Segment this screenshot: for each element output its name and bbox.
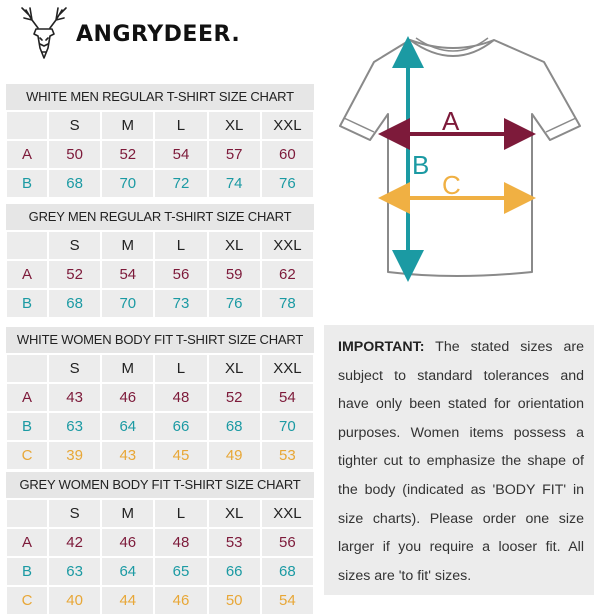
measure-row-b (6, 557, 314, 586)
value-cell: 54 (261, 586, 314, 615)
value-cell: 54 (154, 140, 207, 169)
measure-row-a (6, 383, 314, 412)
value-cell: 62 (261, 260, 314, 289)
size-header: L (154, 231, 207, 260)
size-table (6, 231, 314, 318)
deer-head-icon (18, 2, 70, 64)
size-table (6, 499, 314, 615)
value-cell: 64 (101, 557, 154, 586)
brand-name: ANGRYDEER. (76, 22, 241, 47)
chart-title: WHITE MEN REGULAR T-SHIRT SIZE CHART (6, 84, 314, 111)
size-header: S (48, 231, 101, 260)
value-cell: 63 (48, 412, 101, 441)
size-header: XXL (261, 111, 314, 140)
value-cell: 43 (48, 383, 101, 412)
value-cell: 70 (101, 169, 154, 198)
value-cell: 46 (101, 528, 154, 557)
tshirt-measurement-diagram (318, 22, 598, 290)
size-chart-grey-women (6, 472, 314, 615)
measure-row-c (6, 441, 314, 470)
chart-title: WHITE WOMEN BODY FIT T-SHIRT SIZE CHART (6, 327, 314, 354)
size-header-row (6, 354, 314, 383)
value-cell: 59 (208, 260, 261, 289)
value-cell: 40 (48, 586, 101, 615)
value-cell: 52 (208, 383, 261, 412)
measure-row-b (6, 412, 314, 441)
label-a: A (442, 106, 460, 136)
measure-row-a (6, 140, 314, 169)
label-c: C (442, 170, 461, 200)
row-label: C (6, 441, 48, 470)
size-header: L (154, 499, 207, 528)
size-header: M (101, 231, 154, 260)
size-header: XL (208, 231, 261, 260)
value-cell: 44 (101, 586, 154, 615)
size-header: XXL (261, 499, 314, 528)
size-header: M (101, 111, 154, 140)
important-note (324, 325, 594, 595)
value-cell: 52 (48, 260, 101, 289)
value-cell: 46 (101, 383, 154, 412)
note-body: The stated sizes are subject to standard tolerances and have only been stated for orientation purposes. Women items possess a tighter cut to emphasize the shape of the body (indicated as 'BODY FIT' in size charts). Please order one size larger if you require a looser fit. All sizes are 'to fit' sizes. (338, 339, 584, 584)
size-header: S (48, 111, 101, 140)
value-cell: 63 (48, 557, 101, 586)
measure-row-c (6, 586, 314, 615)
label-b: B (412, 150, 430, 180)
value-cell: 50 (48, 140, 101, 169)
value-cell: 76 (261, 169, 314, 198)
row-label: B (6, 557, 48, 586)
note-heading: IMPORTANT: (338, 339, 425, 355)
value-cell: 74 (208, 169, 261, 198)
measure-row-a (6, 260, 314, 289)
value-cell: 73 (154, 289, 207, 318)
size-table (6, 354, 314, 470)
row-label: A (6, 140, 48, 169)
tshirt-outline (340, 40, 580, 276)
size-header: XL (208, 354, 261, 383)
size-header: S (48, 354, 101, 383)
row-label: C (6, 586, 48, 615)
brand-logo (18, 2, 278, 68)
value-cell: 65 (154, 557, 207, 586)
value-cell: 50 (208, 586, 261, 615)
size-header: XXL (261, 231, 314, 260)
value-cell: 54 (101, 260, 154, 289)
value-cell: 70 (261, 412, 314, 441)
chart-title: GREY WOMEN BODY FIT T-SHIRT SIZE CHART (6, 472, 314, 499)
value-cell: 66 (208, 557, 261, 586)
tshirt-icon (318, 22, 598, 290)
row-label: A (6, 260, 48, 289)
value-cell: 52 (101, 140, 154, 169)
empty-cell (6, 231, 48, 260)
value-cell: 53 (208, 528, 261, 557)
size-header: L (154, 111, 207, 140)
size-header-row (6, 111, 314, 140)
value-cell: 56 (154, 260, 207, 289)
size-header: XL (208, 111, 261, 140)
row-label: B (6, 169, 48, 198)
size-chart-white-men (6, 84, 314, 198)
row-label: A (6, 528, 48, 557)
size-header-row (6, 231, 314, 260)
value-cell: 76 (208, 289, 261, 318)
value-cell: 78 (261, 289, 314, 318)
empty-cell (6, 499, 48, 528)
size-table (6, 111, 314, 198)
value-cell: 42 (48, 528, 101, 557)
value-cell: 68 (208, 412, 261, 441)
row-label: B (6, 289, 48, 318)
measure-row-b (6, 289, 314, 318)
size-header: XL (208, 499, 261, 528)
chart-title: GREY MEN REGULAR T-SHIRT SIZE CHART (6, 204, 314, 231)
size-header: M (101, 354, 154, 383)
empty-cell (6, 111, 48, 140)
value-cell: 53 (261, 441, 314, 470)
value-cell: 45 (154, 441, 207, 470)
size-header: M (101, 499, 154, 528)
empty-cell (6, 354, 48, 383)
value-cell: 43 (101, 441, 154, 470)
value-cell: 68 (261, 557, 314, 586)
value-cell: 56 (261, 528, 314, 557)
row-label: B (6, 412, 48, 441)
value-cell: 66 (154, 412, 207, 441)
size-header-row (6, 499, 314, 528)
value-cell: 68 (48, 169, 101, 198)
size-header: XXL (261, 354, 314, 383)
size-header: L (154, 354, 207, 383)
size-header: S (48, 499, 101, 528)
value-cell: 72 (154, 169, 207, 198)
value-cell: 49 (208, 441, 261, 470)
value-cell: 39 (48, 441, 101, 470)
measure-row-a (6, 528, 314, 557)
row-label: A (6, 383, 48, 412)
value-cell: 64 (101, 412, 154, 441)
value-cell: 60 (261, 140, 314, 169)
value-cell: 70 (101, 289, 154, 318)
value-cell: 68 (48, 289, 101, 318)
value-cell: 48 (154, 383, 207, 412)
measure-row-b (6, 169, 314, 198)
value-cell: 46 (154, 586, 207, 615)
size-chart-white-women (6, 327, 314, 470)
size-chart-grey-men (6, 204, 314, 318)
value-cell: 57 (208, 140, 261, 169)
value-cell: 54 (261, 383, 314, 412)
value-cell: 48 (154, 528, 207, 557)
